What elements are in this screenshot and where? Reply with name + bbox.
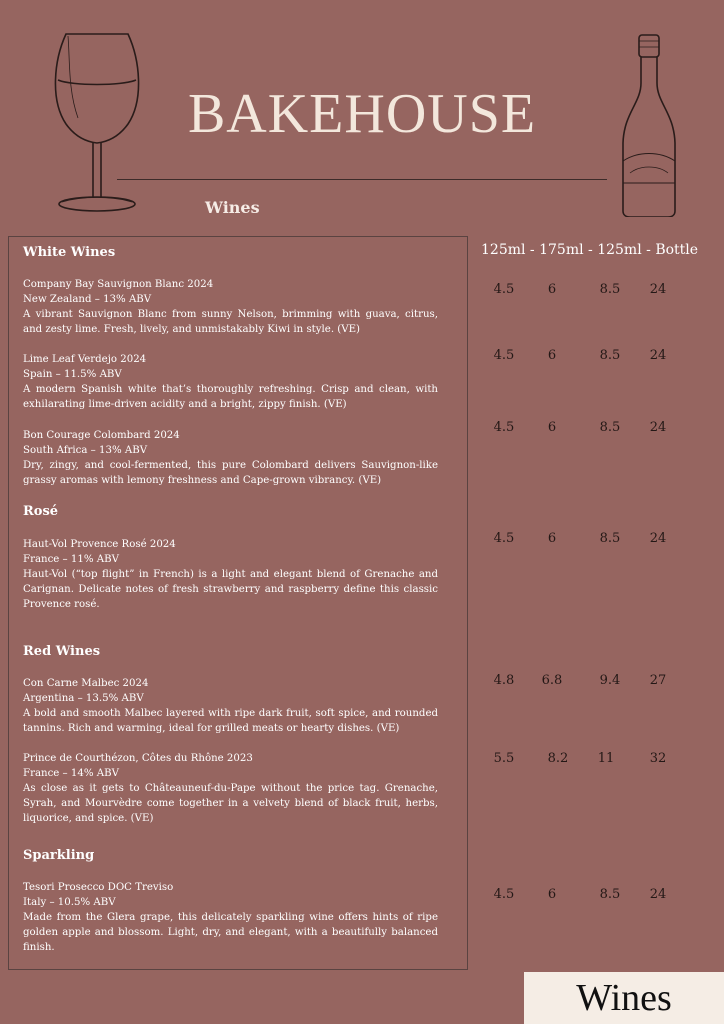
price-125ml: 4.5: [493, 887, 515, 902]
wine-name: Lime Leaf Verdejo 2024: [23, 354, 147, 365]
price-bottle: 24: [649, 420, 667, 435]
page-title: BAKEHOUSE: [187, 83, 537, 145]
price-125ml: 4.8: [493, 673, 515, 688]
price-175ml: 8.2: [547, 751, 569, 766]
wine-name: Company Bay Sauvignon Blanc 2024: [23, 279, 214, 290]
footer-badge: [524, 972, 724, 1024]
price-125ml: 4.5: [493, 348, 515, 363]
price-bottle: 24: [649, 887, 667, 902]
price-125ml-2: 8.5: [599, 420, 621, 435]
wine-name: Con Carne Malbec 2024: [23, 678, 149, 689]
wine-description: As close as it gets to Châteauneuf-du-Pape without the price tag. Grenache, Syrah, and Mourvèdre come together in a velvety blend of black fruit, herbs, liquorice, and spice. (VE): [23, 783, 438, 824]
section-heading: White Wines: [23, 245, 116, 260]
wine-description: A vibrant Sauvignon Blanc from sunny Nelson, brimming with guava, citrus, and zesty lime. Fresh, lively, and unmistakably Kiwi in style. (VE): [23, 309, 438, 335]
wine-description: Dry, zingy, and cool-fermented, this pure Colombard delivers Sauvignon-like grassy aromas with lemony freshness and Cape-grown vibrancy. (VE): [23, 460, 438, 486]
price-125ml-2: 8.5: [599, 282, 621, 297]
price-bottle: 32: [649, 751, 667, 766]
wine-origin: Argentina – 13.5% ABV: [23, 693, 144, 704]
price-125ml-2: 9.4: [599, 673, 621, 688]
price-bottle: 24: [649, 531, 667, 546]
wine-item: [23, 751, 438, 826]
wine-origin: Spain – 11.5% ABV: [23, 369, 122, 380]
price-175ml: 6: [547, 887, 557, 902]
price-125ml: 4.5: [493, 531, 515, 546]
price-175ml: 6: [547, 348, 557, 363]
wine-item: [23, 352, 438, 412]
wine-description: A modern Spanish white that’s thoroughly refreshing. Crisp and clean, with exhilarating lime-driven acidity and a bright, zippy finish. (VE): [23, 384, 438, 410]
title-divider: [117, 179, 607, 180]
price-125ml-2: 8.5: [599, 531, 621, 546]
price-125ml: 4.5: [493, 282, 515, 297]
price-125ml-2: 8.5: [599, 348, 621, 363]
wine-origin: France – 11% ABV: [23, 554, 119, 565]
price-bottle: 24: [649, 348, 667, 363]
wine-description: Haut-Vol (“top flight” in French) is a light and elegant blend of Grenache and Carignan. Delicate notes of fresh strawberry and raspberry define this classic Provence rosé.: [23, 569, 438, 610]
wine-item: [23, 537, 438, 612]
price-125ml: 5.5: [493, 751, 515, 766]
page-subtitle: Wines: [205, 198, 260, 217]
section-heading: Red Wines: [23, 644, 101, 659]
section-heading: Rosé: [23, 504, 59, 519]
wine-description: Made from the Glera grape, this delicately sparkling wine offers hints of ripe golden apple and blossom. Light, dry, and elegant, with a beautifully balanced finish.: [23, 912, 438, 953]
price-175ml: 6: [547, 420, 557, 435]
price-bottle: 24: [649, 282, 667, 297]
wine-name: Prince de Courthézon, Côtes du Rhône 2023: [23, 753, 253, 764]
price-175ml: 6.8: [541, 673, 563, 688]
section-heading: Sparkling: [23, 848, 95, 863]
price-bottle: 27: [649, 673, 667, 688]
price-column-header: 125ml - 175ml - 125ml - Bottle: [481, 242, 699, 258]
price-125ml: 4.5: [493, 420, 515, 435]
footer-badge-label: Wines: [576, 977, 672, 1019]
wine-item: [23, 676, 438, 736]
price-125ml-2: 11: [597, 751, 615, 766]
wine-item: [23, 880, 438, 955]
wine-origin: Italy – 10.5% ABV: [23, 897, 116, 908]
price-175ml: 6: [547, 282, 557, 297]
price-125ml-2: 8.5: [599, 887, 621, 902]
price-175ml: 6: [547, 531, 557, 546]
wine-origin: South Africa – 13% ABV: [23, 445, 148, 456]
wine-item: [23, 277, 438, 337]
wine-origin: France – 14% ABV: [23, 768, 119, 779]
wine-name: Bon Courage Colombard 2024: [23, 430, 180, 441]
wine-item: [23, 428, 438, 488]
wine-name: Tesori Prosecco DOC Treviso: [23, 882, 174, 893]
wine-description: A bold and smooth Malbec layered with ripe dark fruit, soft spice, and rounded tannins. Rich and warming, ideal for grilled meats or hearty dishes. (VE): [23, 708, 438, 734]
wine-name: Haut-Vol Provence Rosé 2024: [23, 539, 176, 550]
wine-origin: New Zealand – 13% ABV: [23, 294, 152, 305]
